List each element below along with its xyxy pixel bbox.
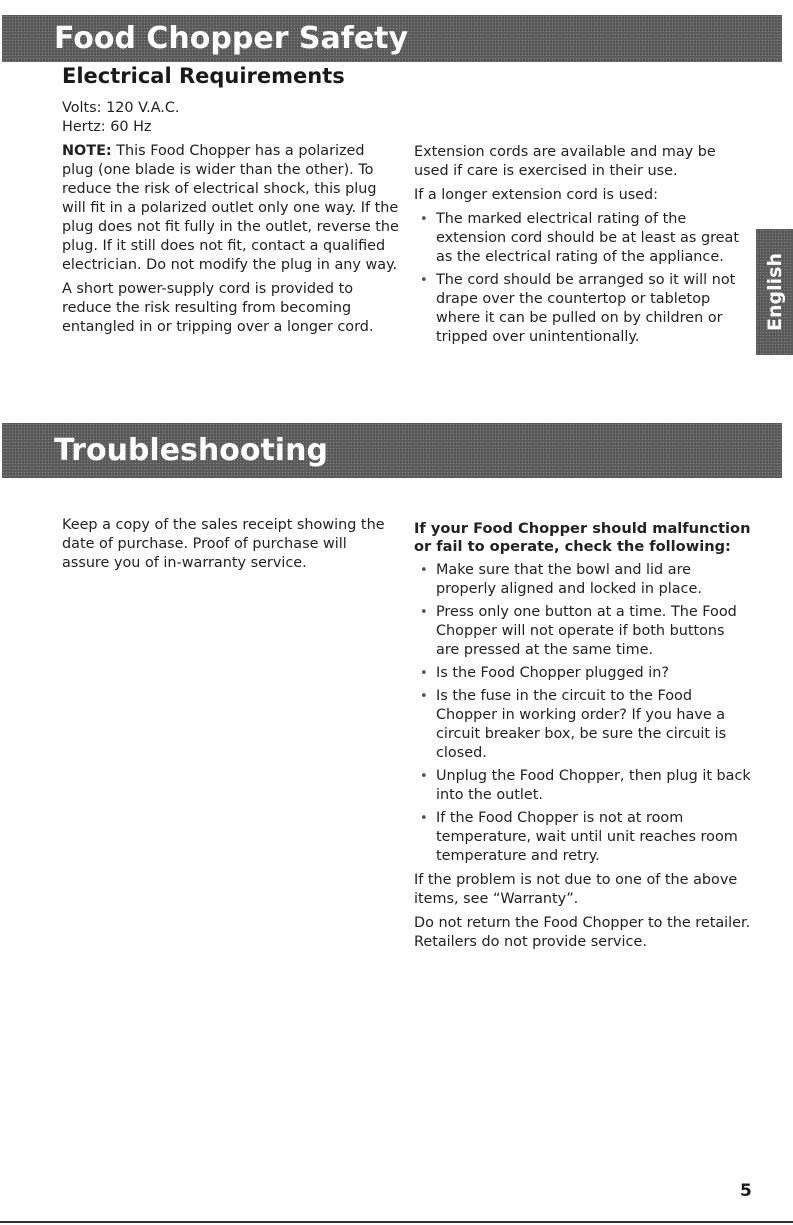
list-item: • The marked electrical rating of the extension cord should be at least as great as the electrical rating of the appliance. <box>414 210 750 267</box>
safety-banner-title: Food Chopper Safety <box>54 20 409 56</box>
list-item: • Is the Food Chopper plugged in? <box>414 664 752 683</box>
extension-intro: If a longer extension cord is used: <box>414 187 659 203</box>
list-item: • Press only one button at a time. The Food Chopper will not operate if both buttons are pressed at the same time. <box>414 603 752 660</box>
malfunction-heading: If your Food Chopper should malfunction or fail to operate, check the following: <box>414 520 751 555</box>
list-item: • Make sure that the bowl and lid are properly aligned and locked in place. <box>414 561 752 599</box>
troubleshooting-right-column <box>414 520 752 957</box>
electrical-requirements-heading: Electrical Requirements <box>62 64 345 88</box>
return-paragraph: Do not return the Food Chopper to the retailer. Retailers do not provide service. <box>414 915 751 950</box>
volts-line: Volts: 120 V.A.C. <box>62 100 180 116</box>
list-item: • If the Food Chopper is not at room temperature, wait until unit reaches room temperature and retry. <box>414 809 752 866</box>
note-paragraph <box>62 142 400 275</box>
language-side-tab-label: English <box>763 253 786 331</box>
note-text: This Food Chopper has a polarized plug (one blade is wider than the other). To reduce the risk of electrical shock, this plug will fit in a polarized outlet only one way. If the plug does not fit fully in the outlet, reverse the plug. If it still does not fit, contact a qualified electrician. Do not modify the plug in any way. <box>62 143 399 273</box>
list-item: • Unplug the Food Chopper, then plug it back into the outlet. <box>414 767 752 805</box>
extension-bullet-list <box>414 210 750 347</box>
check-bullet-list <box>414 561 752 866</box>
note-label: NOTE: <box>62 143 112 159</box>
list-item: • The cord should be arranged so it will not drape over the countertop or tabletop where it can be pulled on by children or tripped over unintentionally. <box>414 271 750 347</box>
hertz-line: Hertz: 60 Hz <box>62 119 152 135</box>
electrical-left-column <box>62 99 400 342</box>
troubleshooting-banner <box>2 423 782 478</box>
cord-paragraph: A short power-supply cord is provided to reduce the risk resulting from becoming entangled in or tripping over a longer cord. <box>62 281 374 335</box>
extension-paragraph: Extension cords are available and may be used if care is exercised in their use. <box>414 144 716 179</box>
page-number: 5 <box>740 1181 752 1201</box>
troubleshooting-banner-title: Troubleshooting <box>54 432 328 468</box>
electrical-right-column <box>414 143 750 352</box>
list-item: • Is the fuse in the circuit to the Food Chopper in working order? If you have a circuit breaker box, be sure the circuit is closed. <box>414 687 752 763</box>
language-side-tab <box>756 229 793 355</box>
warranty-paragraph: If the problem is not due to one of the above items, see “Warranty”. <box>414 872 738 907</box>
receipt-paragraph: Keep a copy of the sales receipt showing the date of purchase. Proof of purchase will assure you of in-warranty service. <box>62 517 385 571</box>
troubleshooting-left-column <box>62 516 394 578</box>
safety-banner <box>2 15 782 62</box>
bottom-rule <box>0 1221 793 1223</box>
